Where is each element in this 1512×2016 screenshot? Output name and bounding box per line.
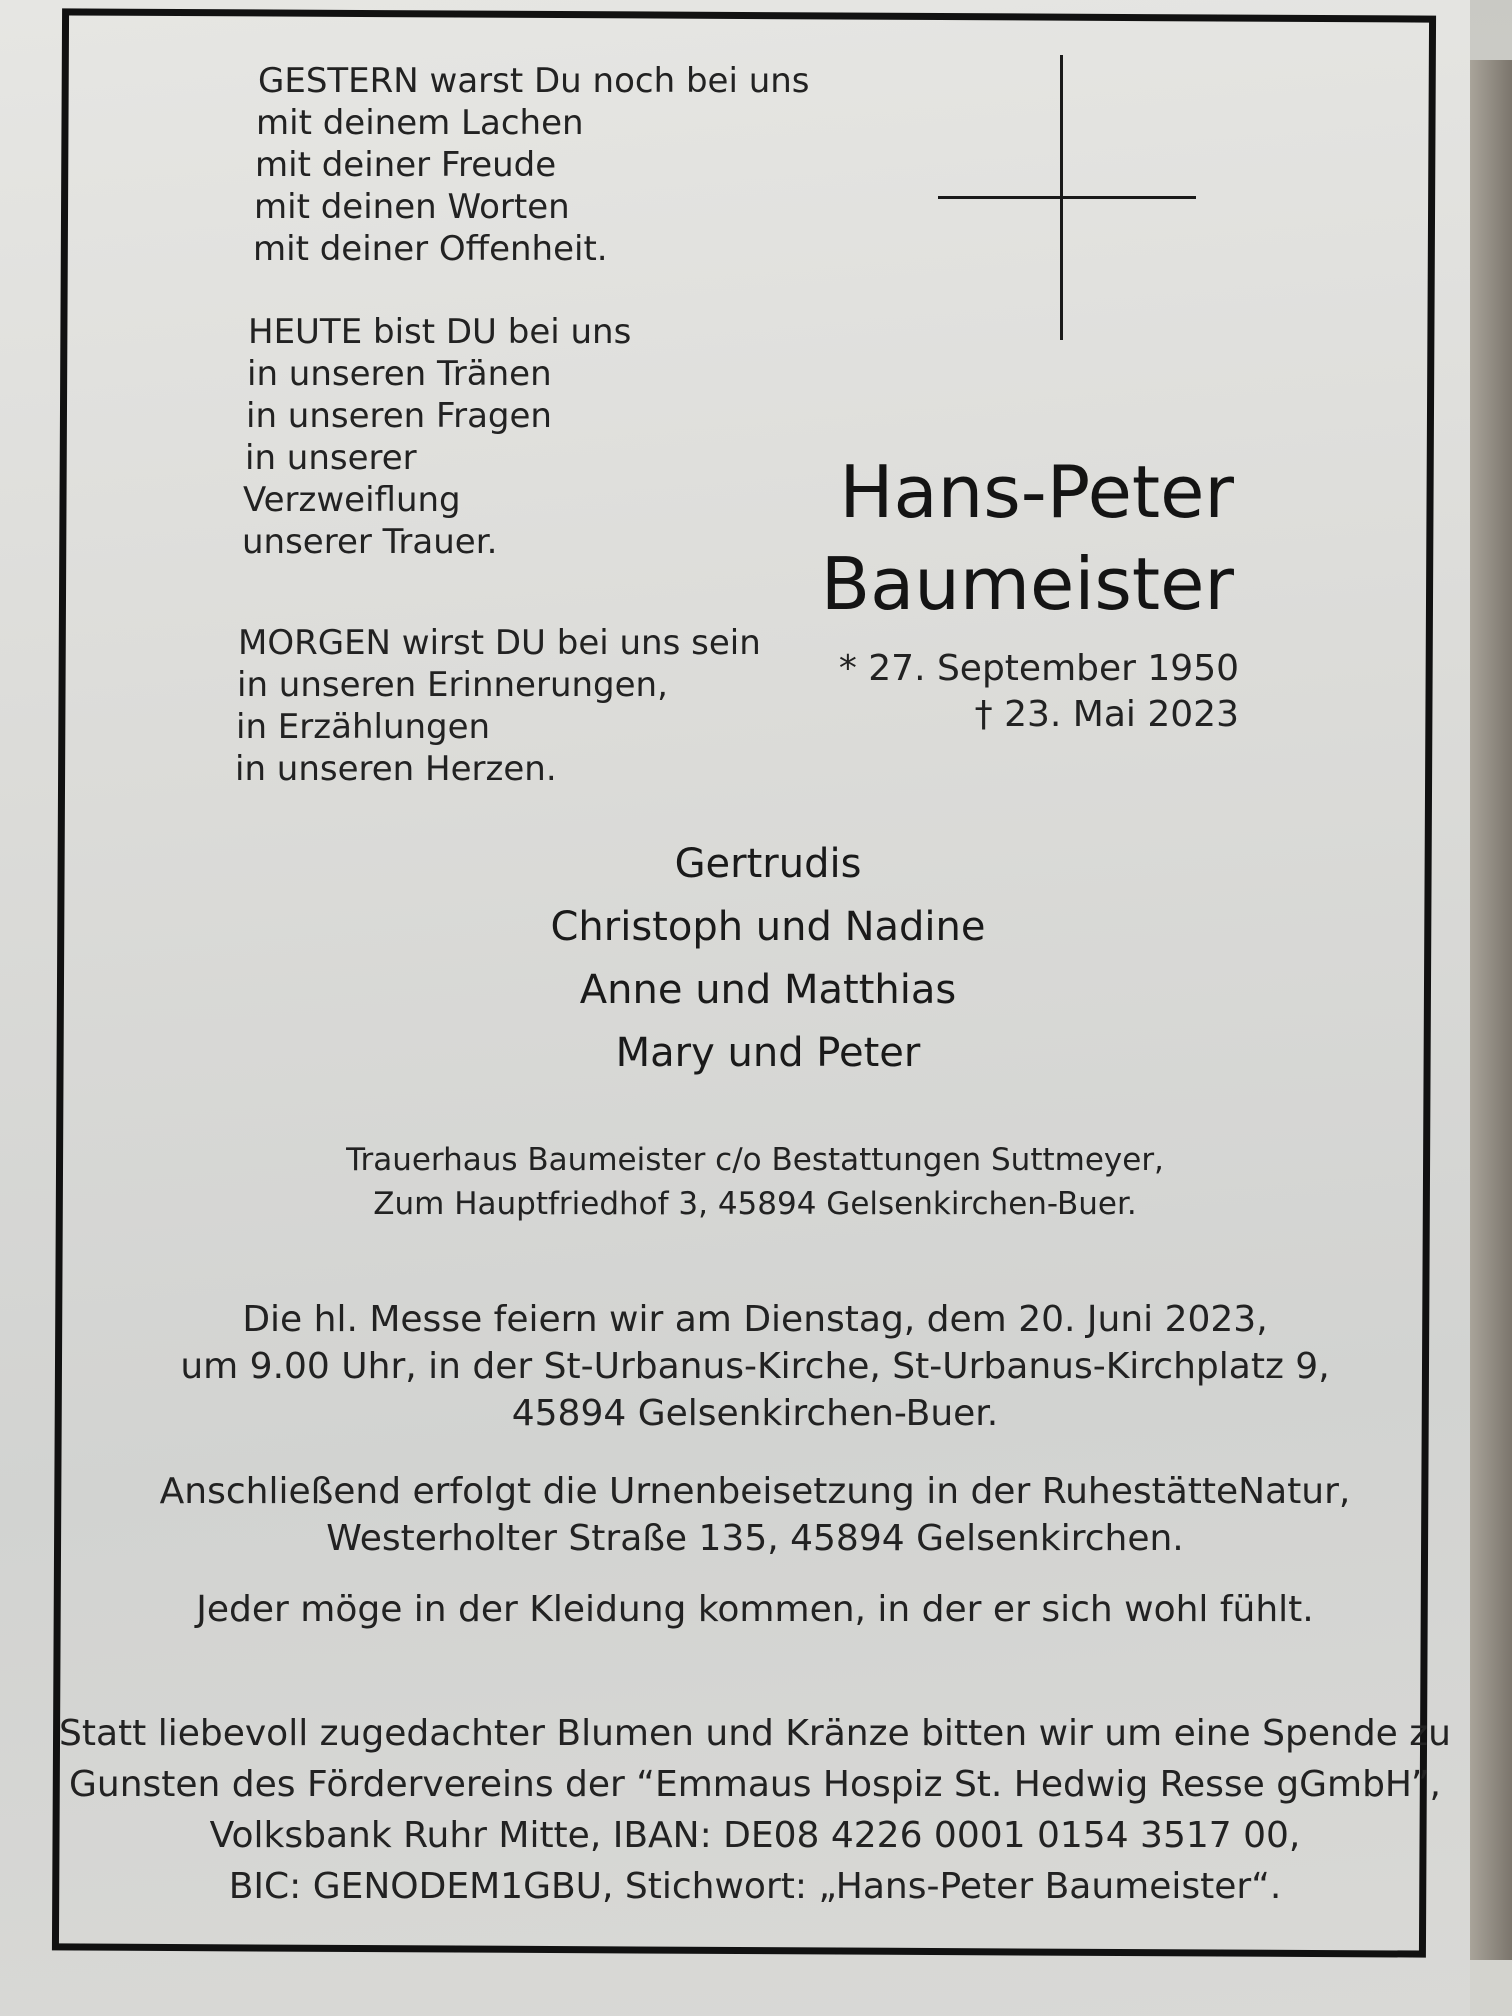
poem-line: Verzweiflung bbox=[243, 480, 461, 520]
poem-stanza-heute bbox=[242, 311, 632, 563]
deceased-name bbox=[821, 446, 1234, 630]
deceased-last-name: Baumeister bbox=[820, 542, 1234, 626]
death-date: † 23. Mai 2023 bbox=[974, 694, 1239, 735]
life-dates bbox=[839, 646, 1239, 738]
family-member: Anne und Matthias bbox=[579, 967, 957, 1013]
donation-line: Volksbank Ruhr Mitte, IBAN: DE08 4226 0001 0154 3517 00, bbox=[209, 1815, 1301, 1856]
poem-line: in unserer bbox=[245, 438, 417, 478]
poem-line: MORGEN wirst DU bei uns sein bbox=[238, 623, 761, 663]
mass-line: um 9.00 Uhr, in der St-Urbanus-Kirche, St-Urbanus-Kirchplatz 9, bbox=[180, 1346, 1330, 1387]
poem-line: in unseren Erinnerungen, bbox=[237, 665, 668, 705]
poem-line: mit deinen Worten bbox=[254, 187, 570, 227]
mass-announcement bbox=[55, 1296, 1455, 1437]
poem-line: GESTERN warst Du noch bei uns bbox=[258, 61, 810, 101]
poem-stanza-morgen bbox=[235, 622, 761, 790]
poem-line: HEUTE bist DU bei uns bbox=[248, 312, 632, 352]
donation-line: Statt liebevoll zugedachter Blumen und Kränze bitten wir um eine Spende zu bbox=[59, 1713, 1451, 1754]
donation-line: BIC: GENODEM1GBU, Stichwort: „Hans-Peter Baumeister“. bbox=[228, 1866, 1282, 1907]
poem-line: in Erzählungen bbox=[236, 707, 491, 747]
clothing-note bbox=[55, 1586, 1455, 1633]
burial-line: Anschließend erfolgt die Urnenbeisetzung in der RuhestätteNatur, bbox=[159, 1471, 1351, 1512]
poem-line: in unseren Fragen bbox=[246, 396, 552, 436]
mass-line: 45894 Gelsenkirchen-Buer. bbox=[511, 1393, 999, 1434]
poem-stanza-gestern bbox=[253, 60, 810, 270]
family-member: Christoph und Nadine bbox=[550, 904, 986, 950]
deceased-first-name: Hans-Peter bbox=[839, 450, 1234, 534]
address-line: Zum Hauptfriedhof 3, 45894 Gelsenkirchen-Buer. bbox=[373, 1186, 1137, 1222]
family-member: Gertrudis bbox=[674, 841, 862, 887]
birth-date: * 27. September 1950 bbox=[838, 648, 1239, 689]
cross-horizontal-bar bbox=[938, 196, 1196, 199]
address-line: Trauerhaus Baumeister c/o Bestattungen Suttmeyer, bbox=[346, 1142, 1164, 1178]
background-edge bbox=[1470, 60, 1512, 1960]
donation-line: Gunsten des Fördervereins der “Emmaus Hospiz St. Hedwig Resse gGmbH”, bbox=[69, 1764, 1441, 1805]
clothing-line: Jeder möge in der Kleidung kommen, in der er sich wohl fühlt. bbox=[196, 1589, 1314, 1630]
poem-line: mit deiner Offenheit. bbox=[253, 229, 608, 269]
burial-announcement bbox=[55, 1468, 1455, 1562]
donation-request bbox=[55, 1708, 1455, 1912]
family-member: Mary und Peter bbox=[615, 1030, 921, 1076]
poem-line: in unseren Tränen bbox=[247, 354, 552, 394]
poem-line: mit deiner Freude bbox=[255, 145, 557, 185]
mass-line: Die hl. Messe feiern wir am Dienstag, dem 20. Juni 2023, bbox=[242, 1299, 1268, 1340]
burial-line: Westerholter Straße 135, 45894 Gelsenkirchen. bbox=[326, 1518, 1184, 1559]
mourning-address bbox=[55, 1138, 1455, 1226]
poem-line: in unseren Herzen. bbox=[235, 749, 557, 789]
family-list bbox=[68, 833, 1468, 1085]
poem-line: mit deinem Lachen bbox=[256, 103, 584, 143]
poem-line: unserer Trauer. bbox=[242, 522, 498, 562]
